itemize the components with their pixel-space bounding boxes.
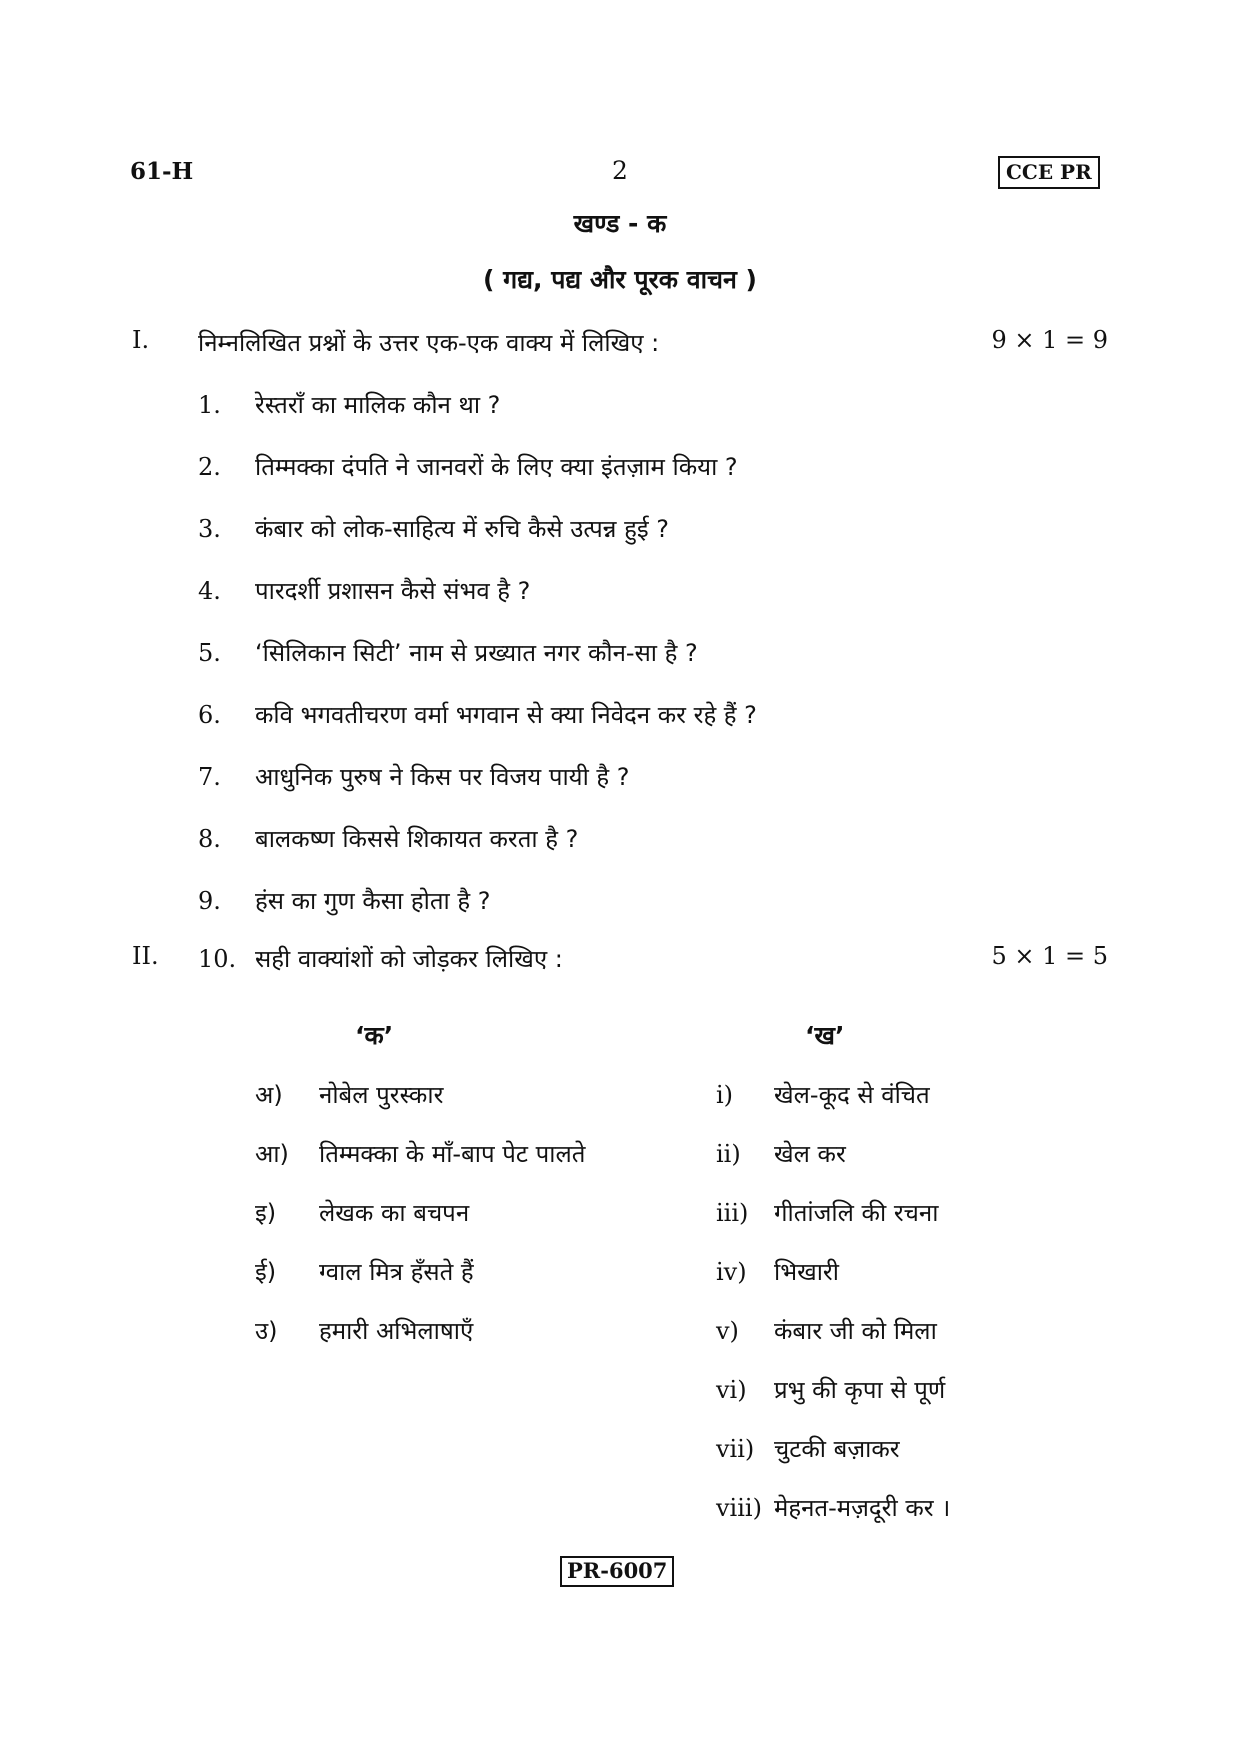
item-text: बालकष्ण किससे शिकायत करता है ? [255, 825, 579, 853]
item-label: iii) [716, 1199, 749, 1227]
item-text: कंबार जी को मिला [774, 1317, 937, 1345]
item-text: गीतांजलि की रचना [774, 1199, 939, 1227]
list-item [198, 760, 630, 793]
item-text: तिम्मक्का दंपति ने जानवरों के लिए क्या इंतज़ाम किया ? [255, 453, 738, 481]
item-text: ‘सिलिकान सिटी’ नाम से प्रख्यात नगर कौन-सा है ? [255, 639, 698, 667]
item-label: iv) [716, 1258, 747, 1286]
question-II-instruction-row [198, 942, 563, 975]
list-item [198, 388, 500, 421]
question-II-roman: II. [132, 942, 159, 970]
list-item [716, 1432, 900, 1465]
list-item [198, 450, 738, 483]
list-item [716, 1196, 938, 1229]
item-number: 3. [198, 515, 221, 543]
item-number: 9. [198, 887, 221, 915]
item-number: 4. [198, 577, 221, 605]
item-text: कंबार को लोक-साहित्य में रुचि कैसे उत्पन्न हुई ? [255, 515, 670, 543]
item-number: 1. [198, 391, 221, 419]
list-item [198, 512, 669, 545]
list-item [198, 698, 757, 731]
item-text: प्रभु की कृपा से पूर्ण [774, 1376, 946, 1404]
item-label: vi) [716, 1376, 747, 1404]
list-item [255, 1314, 473, 1347]
list-item [198, 822, 578, 855]
list-item [716, 1373, 945, 1406]
item-label: vii) [716, 1435, 755, 1463]
list-item [255, 1137, 585, 1170]
item-label: आ) [255, 1140, 289, 1168]
item-text: हमारी अभिलाषाएँ [319, 1317, 474, 1345]
list-item [716, 1491, 950, 1524]
item-label: इ) [255, 1199, 277, 1227]
list-item [716, 1137, 846, 1170]
list-item [716, 1314, 937, 1347]
item-text: आधुनिक पुरुष ने किस पर विजय पायी है ? [255, 763, 630, 791]
item-text: हंस का गुण कैसा होता है ? [255, 887, 491, 915]
item-number: 8. [198, 825, 221, 853]
list-item [716, 1078, 930, 1111]
paper-code: 61-H [130, 158, 194, 185]
column-kha-heading: ‘ख’ [805, 1021, 845, 1050]
question-I-roman: I. [132, 326, 150, 354]
list-item [198, 636, 698, 669]
series-code-box: CCE PR [998, 156, 1100, 189]
item-number: 7. [198, 763, 221, 791]
item-text: लेखक का बचपन [319, 1199, 470, 1227]
item-text: मेहनत-मज़दूरी कर । [774, 1494, 951, 1522]
item-text: चुटकी बज़ाकर [774, 1435, 900, 1463]
question-II-instruction: सही वाक्यांशों को जोड़कर लिखिए : [255, 945, 563, 973]
column-ka-heading: ‘क’ [355, 1021, 394, 1050]
section-subtitle: ( गद्य, पद्य और पूरक वाचन ) [483, 265, 757, 294]
list-item [255, 1196, 469, 1229]
question-II-marks: 5 × 1 = 5 [991, 942, 1108, 970]
list-item [198, 884, 490, 917]
item-label: ii) [716, 1140, 741, 1168]
item-text: तिम्मक्का के माँ-बाप पेट पालते [319, 1140, 586, 1168]
page-number: 2 [612, 156, 628, 185]
list-item [255, 1255, 474, 1288]
item-label: v) [716, 1317, 739, 1345]
item-text: ग्वाल मित्र हँसते हैं [319, 1258, 474, 1286]
item-text: खेल कर [774, 1140, 846, 1168]
item-text: कवि भगवतीचरण वर्मा भगवान से क्या निवेदन कर रहे हैं ? [255, 701, 757, 729]
item-text: रेस्तराँ का मालिक कौन था ? [255, 391, 501, 419]
section-title: खण्ड - क [573, 209, 667, 238]
list-item [255, 1078, 443, 1111]
footer-page-code-box: PR-6007 [560, 1556, 674, 1587]
question-I-marks: 9 × 1 = 9 [991, 326, 1108, 354]
item-text: नोबेल पुरस्कार [319, 1081, 444, 1109]
question-I-instruction: निम्नलिखित प्रश्नों के उत्तर एक-एक वाक्य में लिखिए : [198, 329, 660, 357]
item-number: 6. [198, 701, 221, 729]
item-label: उ) [255, 1317, 278, 1345]
item-text: भिखारी [774, 1258, 839, 1286]
item-number: 5. [198, 639, 221, 667]
item-text: पारदर्शी प्रशासन कैसे संभव है ? [255, 577, 531, 605]
item-text: खेल-कूद से वंचित [774, 1081, 930, 1109]
item-label: i) [716, 1081, 734, 1109]
list-item [716, 1255, 839, 1288]
question-number: 10. [198, 945, 237, 973]
item-label: ई) [255, 1258, 277, 1286]
item-label: अ) [255, 1081, 283, 1109]
item-number: 2. [198, 453, 221, 481]
list-item [198, 574, 530, 607]
item-label: viii) [716, 1494, 762, 1522]
